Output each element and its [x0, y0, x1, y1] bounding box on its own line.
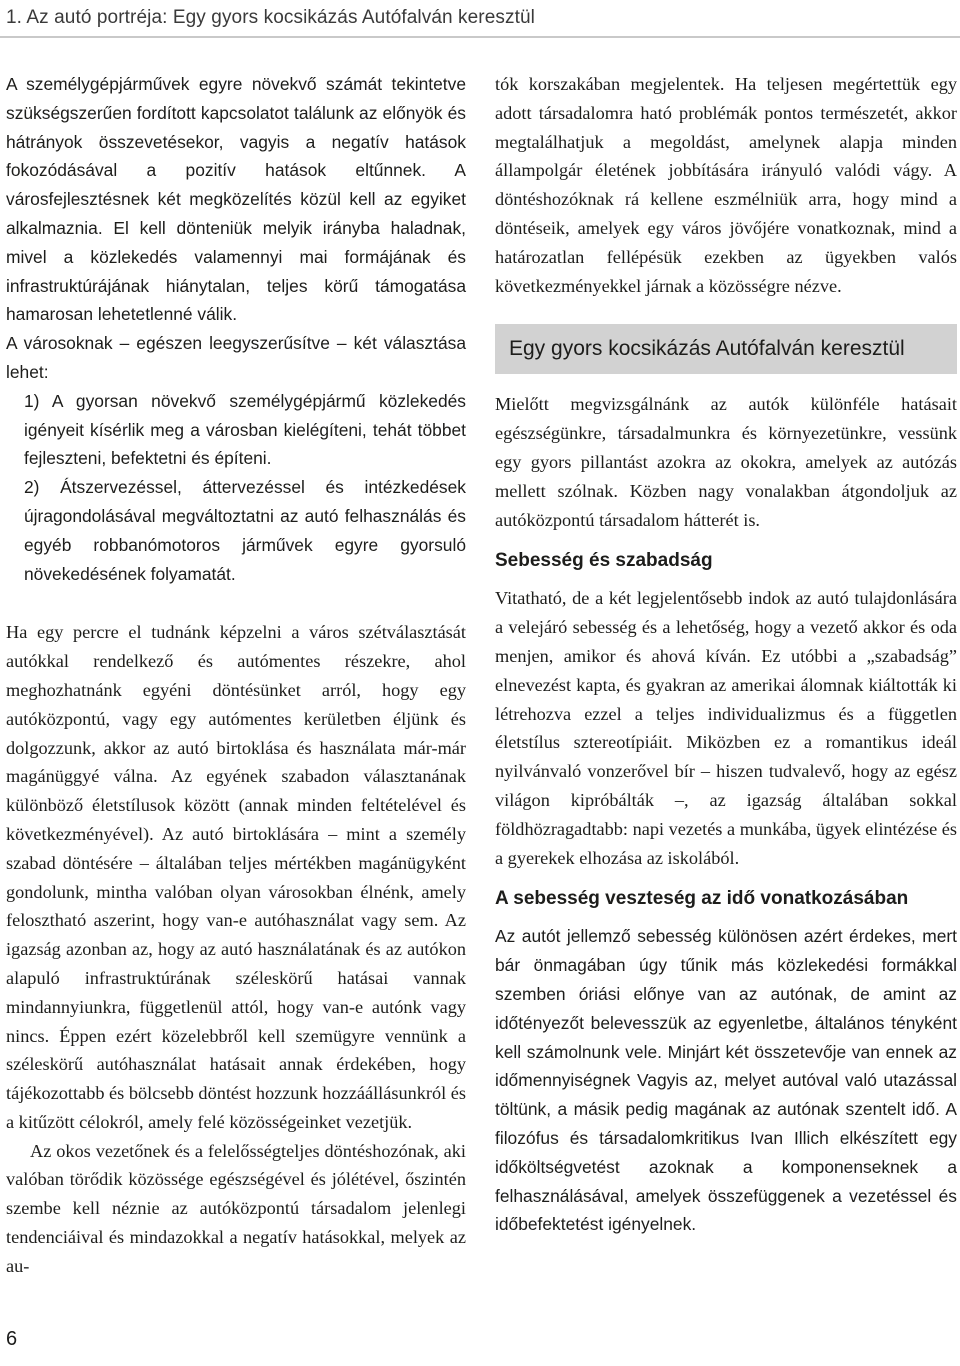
paragraph-gap — [6, 588, 466, 618]
page-number: 6 — [6, 1328, 18, 1350]
option-2: 2) Átszervezéssel, áttervezéssel és intézkedések újragondolásával megváltoztatni az autó felhasználás és egyéb robbanómotoros járművek egyre gyorsuló növekedésének folyamatát. — [24, 477, 466, 584]
running-header-title: 1. Az autó portréja: Egy gyors kocsikázás Autófalván keresztül — [6, 7, 535, 28]
section-intro-paragraph: Mielőtt megvizsgálnánk az autók különféle hatásait egészségünkre, társadalmunkra és környezetünkre, vessünk egy gyors pillantást azokra az okokra, amelyek az autózás mellett szólnak. Közben nagy vonalakban átgondoljuk az autóközpontú társadalom hátterét is. — [495, 394, 957, 530]
right-column — [495, 70, 957, 1239]
speed-time-loss-paragraph: Az autót jellemző sebesség különösen azért érdekes, mert bár önmagában úgy tűnik más közlekedési formákkal szemben óriási előnye van az autónak, de amint az időtényezőt belevesszük az egyenletbe, általános tényként kell számolnunk vele. Minjárt két összetevője van ennek az időmennyiségnek Vagyis az, melyet autóval való utazással töltünk, a másik pedig magának az autónak szentelt idő. A filozófus és társadalomkritikus Ivan Illich elkészített egy időköltségvetést azoknak a komponenseknek a felhasználásával, amelyek összefüggenek a vezetéssel és időbefektetést igényelnek. — [495, 926, 957, 1235]
intro-paragraph: A személygépjárművek egyre növekvő számát tekintetve szükségszerűen fordított kapcsolatot találunk az előnyök és hátrányok összevetésekor, vagyis a negatív hatások fokozódásával a pozitív hatások eltűnnek. A városfejlesztésnek két megközelítés közül kell az egyiket alkalmaznia. El kell dönteniük melyik irányba haladnak, mivel a közlekedés valamennyi mai formájának és infrastruktúrájának hiánytalan, teljes körű támogatása hamarosan lehetetlenné válik. — [6, 74, 466, 325]
continuation-paragraph: tók korszakában megjelentek. Ha teljesen megértettük egy adott társadalomra ható problémák pontos természetét, akkor megtalálhatjuk a megoldást, amelynek alapja minden állampolgár életének jobbítására irányuló valódi vágy. A döntéshozóknak rá kellene eszmélniük arra, hogy mind a döntéseik, amelyek egy város jövőjére vonatkoznak, mind a határozatlan fellépésük ezekben az ügyekben valós következményekkel járnak a közösségre nézve. — [495, 74, 957, 296]
body-paragraph: Az okos vezetőnek és a felelősségteljes döntéshozónak, aki valóban törődik közössége egészségével és jólétével, őszintén szembe kell néznie az autóközpontú társadalom jelenlegi tendenciáival és mindazokkal a negatív hatásokkal, melyek az au- — [6, 1140, 466, 1276]
body-paragraph: Ha egy percre el tudnánk képzelni a város szétválasztását autókkal rendelkező és autómentes részekre, ahol meghozhatnánk egyéni döntésünket arról, hogy egy autóközpontú, vagy egy autómentes kerületben éljünk és dolgozzunk, akkor az autó birtoklása és használata már-már magánüggyé válna. Az egyének szabadon választanának különböző életstílusok között (annak minden feltételével és következményével). Az autó birtoklására – mint a személy szabad döntésére – általában teljes mértékben magánügyként gondolunk, mintha valóban olyan városokban élnénk, amely felosztható aszerint, hogy van-e autóhasználat vagy sem. Az igazság azonban az, hogy az autó használatának és az autókon alapuló infrastruktúrának széleskörű hatásai vannak mindannyiunkra, függetlenül attól, hogy van-e autónk vagy nincs. Éppen ezért közelebbről kell szemügyre vennünk a széleskörű autóhasználat hatásait annak érdekében, hogy tájékozottabb és bölcsebb döntést hozzunk hozzáállásunkról és a kitűzött célokról, amely felé közösségeinket vezetjük. — [6, 622, 466, 1132]
option-1: 1) A gyorsan növekvő személygépjármű közlekedés igényeit kísérlik meg a városban kielégíteni, tehát többet fejleszteni, befektetni és építeni. — [24, 390, 466, 469]
subheading-speed-freedom: Sebesség és szabadság — [495, 550, 713, 572]
intro-block — [6, 70, 466, 588]
left-column — [6, 70, 466, 1281]
subheading-speed-time-loss: A sebesség veszteség az idő vonatkozásában — [495, 888, 909, 910]
section-heading: Egy gyors kocsikázás Autófalván keresztül — [495, 324, 957, 374]
speed-freedom-paragraph: Vitatható, de a két legjelentősebb indok az autó tulajdonlására a velejáró sebesség és a lehetőség, hogy a vezető akkor és oda menjen, amikor és ahová kíván. Ez utóbbi a „szabadság” elnevezést kapta, és gyakran az amerikai álomnak kiáltották ki létrehozva ezzel a teljes individualizmus és a független életstílus sztereotípiáit. Miközben ez a romantikus ideál nyilvánvaló vonzerővel bír – hiszen tudvalevő, hogy az egész világon kipróbálták –, az igazság általában sokkal földhözragadtabb: napi vezetés a munkába, ügyek elintézése és a gyerekek elhozása az iskolából. — [495, 588, 957, 868]
intro-choice-lead: A városoknak – egészen leegyszerűsítve – két választása lehet: — [6, 333, 466, 382]
running-header — [0, 0, 960, 38]
